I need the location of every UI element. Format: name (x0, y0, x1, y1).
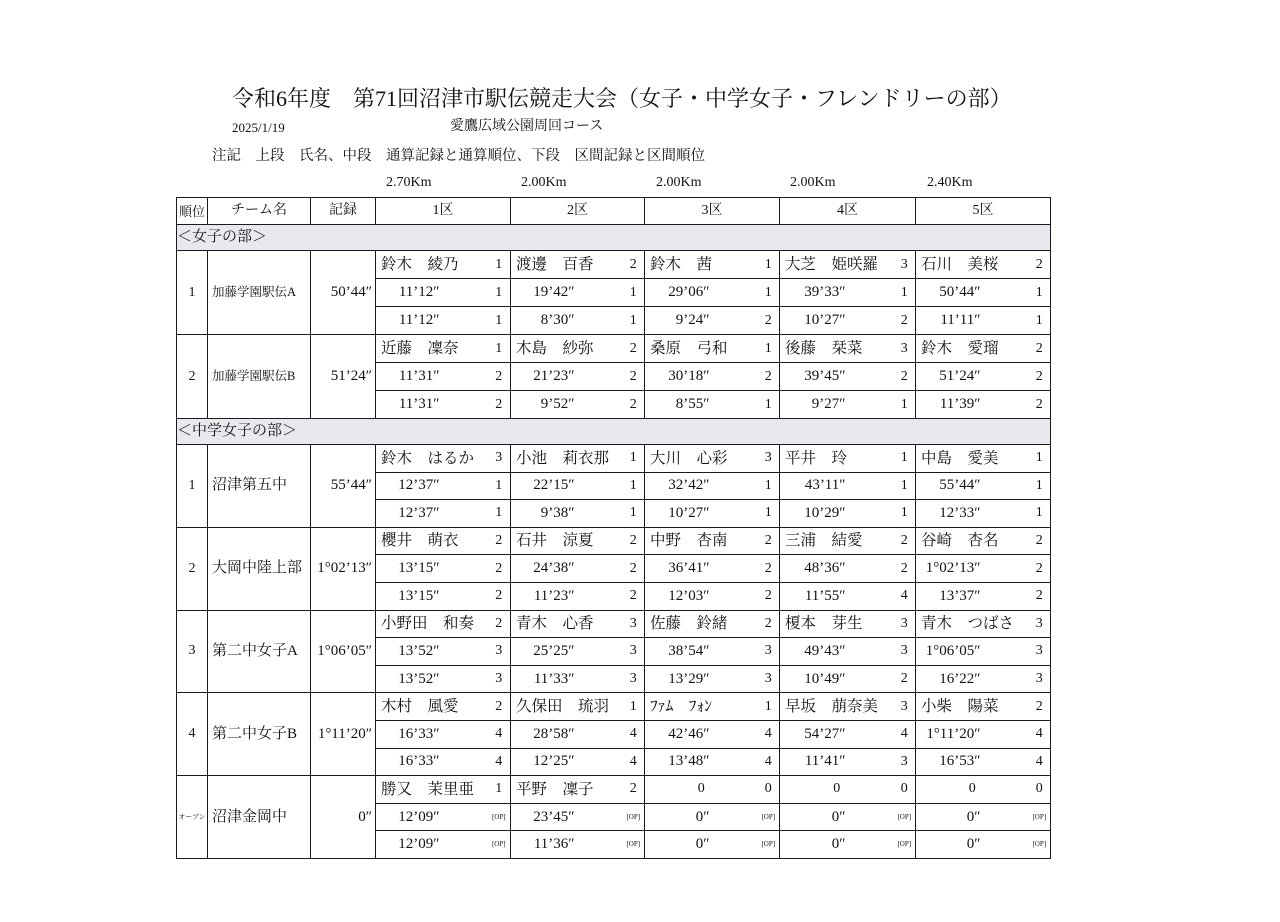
leg-3-cumulative-time: 29’06″ (645, 279, 758, 307)
leg-3-cumulative-rank: 1 (758, 279, 780, 307)
team-record: 51’24″ (311, 335, 376, 419)
leg-1-cumulative-time: 16’33″ (376, 720, 488, 748)
leg-1-runner-grade: 1 (488, 251, 511, 279)
leg-5-cumulative-time: 1°02’13″ (916, 555, 1029, 583)
leg-1-cumulative-rank: 1 (488, 279, 511, 307)
leg-4-split-time: 11’41″ (780, 748, 894, 776)
team-name: 第二中女子B (208, 693, 311, 776)
leg-4-split-time: 10’27″ (780, 307, 894, 335)
results-table (176, 197, 1051, 859)
leg-1-split-time: 12’09″ (376, 831, 488, 859)
leg-3-runner-grade: 1 (758, 251, 780, 279)
leg-5-runner-grade: 2 (1029, 251, 1051, 279)
leg-4-split-time: 10’29″ (780, 500, 894, 528)
leg-4-cumulative-time: 0″ (780, 803, 894, 831)
leg-5-split-time: 12’33″ (916, 500, 1029, 528)
leg-2-runner-name: 平野 凜子 (511, 776, 623, 804)
leg-4-split-rank: 2 (894, 307, 916, 335)
leg-2-cumulative-rank: 4 (623, 720, 645, 748)
leg-4-cumulative-time: 43’11″ (780, 472, 894, 500)
leg-5-split-rank: 3 (1029, 665, 1051, 693)
leg-1-cumulative-rank: 2 (488, 555, 511, 583)
leg-5-runner-grade: 3 (1029, 610, 1051, 638)
leg-1-cumulative-time: 11’12″ (376, 279, 488, 307)
leg-1-distance: 2.70Km (386, 175, 432, 190)
team-name: 加藤学園駅伝A (208, 251, 311, 335)
leg-1-split-rank: 1 (488, 500, 511, 528)
leg-1-split-rank: [OP] (488, 831, 511, 859)
section-title: ＜女子の部＞ (177, 225, 1051, 251)
leg-3-cumulative-time: 0″ (645, 803, 758, 831)
leg-2-cumulative-time: 19’42″ (511, 279, 623, 307)
leg-4-cumulative-time: 39’45″ (780, 363, 894, 391)
leg-3-split-rank: 2 (758, 582, 780, 610)
leg-4-runner-grade: 2 (894, 527, 916, 555)
header-leg-4: 4区 (780, 198, 916, 225)
document-title: 令和6年度 第71回沼津市駅伝競走大会（女子・中学女子・フレンドリーの部） (232, 86, 1012, 111)
section-header-row (177, 419, 1051, 445)
leg-2-runner-grade: 1 (623, 693, 645, 721)
leg-4-cumulative-rank: [OP] (894, 803, 916, 831)
leg-2-split-rank: 4 (623, 748, 645, 776)
leg-4-split-time: 11’55″ (780, 582, 894, 610)
leg-2-runner-name: 石井 涼夏 (511, 527, 623, 555)
leg-1-cumulative-time: 12’09″ (376, 803, 488, 831)
section-title: ＜中学女子の部＞ (177, 419, 1051, 445)
leg-3-split-time: 13’29″ (645, 665, 758, 693)
section-header-row (177, 225, 1051, 251)
leg-5-split-time: 13’37″ (916, 582, 1029, 610)
leg-1-cumulative-rank: 1 (488, 472, 511, 500)
leg-5-cumulative-time: 55’44″ (916, 472, 1029, 500)
leg-4-cumulative-rank: 2 (894, 555, 916, 583)
leg-5-split-rank: 2 (1029, 582, 1051, 610)
leg-5-split-rank: [OP] (1029, 831, 1051, 859)
leg-1-cumulative-time: 11’31″ (376, 363, 488, 391)
leg-4-runner-grade: 3 (894, 335, 916, 363)
leg-4-runner-grade: 0 (894, 776, 916, 804)
leg-5-runner-name: 小柴 陽菜 (916, 693, 1029, 721)
team-rank: オープン (177, 776, 208, 859)
leg-3-runner-grade: 1 (758, 693, 780, 721)
leg-5-cumulative-time: 50’44″ (916, 279, 1029, 307)
leg-5-runner-name: 谷崎 杏名 (916, 527, 1029, 555)
leg-4-runner-name: 平井 玲 (780, 445, 894, 473)
leg-2-runner-name: 久保田 琉羽 (511, 693, 623, 721)
leg-2-runner-name: 青木 心香 (511, 610, 623, 638)
runner-row (177, 445, 1051, 473)
leg-2-cumulative-rank: 2 (623, 555, 645, 583)
team-record: 1°11’20″ (311, 693, 376, 776)
leg-3-runner-name: 佐藤 鈴緒 (645, 610, 758, 638)
leg-1-split-time: 11’12″ (376, 307, 488, 335)
course-name: 愛鷹広域公園周回コース (450, 119, 604, 134)
team-rank: 2 (177, 527, 208, 610)
leg-3-distance: 2.00Km (656, 175, 702, 190)
header-rank: 順位 (177, 198, 208, 225)
leg-3-split-time: 10’27″ (645, 500, 758, 528)
team-record: 50’44″ (311, 251, 376, 335)
leg-1-runner-grade: 1 (488, 335, 511, 363)
leg-1-cumulative-rank: 2 (488, 363, 511, 391)
team-record: 1°02’13″ (311, 527, 376, 610)
leg-2-runner-name: 小池 莉衣那 (511, 445, 623, 473)
leg-1-split-time: 16’33″ (376, 748, 488, 776)
leg-4-cumulative-rank: 3 (894, 638, 916, 666)
leg-5-cumulative-time: 1°06’05″ (916, 638, 1029, 666)
section-2 (177, 419, 1051, 859)
leg-4-cumulative-rank: 2 (894, 363, 916, 391)
team-record: 1°06’05″ (311, 610, 376, 693)
leg-5-cumulative-rank: 2 (1029, 363, 1051, 391)
leg-3-runner-name: 0 (645, 776, 758, 804)
leg-5-cumulative-rank: 4 (1029, 720, 1051, 748)
header-record: 記録 (311, 198, 376, 225)
leg-3-cumulative-rank: 2 (758, 363, 780, 391)
leg-5-cumulative-time: 0″ (916, 803, 1029, 831)
section-1 (177, 225, 1051, 419)
team-name: 沼津金岡中 (208, 776, 311, 859)
leg-4-cumulative-time: 54’27″ (780, 720, 894, 748)
leg-2-runner-grade: 2 (623, 527, 645, 555)
leg-1-runner-grade: 3 (488, 445, 511, 473)
leg-3-split-time: 9’24″ (645, 307, 758, 335)
leg-3-runner-grade: 0 (758, 776, 780, 804)
leg-5-runner-name: 0 (916, 776, 1029, 804)
leg-1-cumulative-rank: [OP] (488, 803, 511, 831)
leg-4-split-rank: [OP] (894, 831, 916, 859)
leg-4-cumulative-rank: 1 (894, 279, 916, 307)
leg-2-cumulative-time: 28’58″ (511, 720, 623, 748)
leg-1-cumulative-time: 13’52″ (376, 638, 488, 666)
leg-3-runner-name: 大川 心彩 (645, 445, 758, 473)
leg-5-cumulative-rank: 3 (1029, 638, 1051, 666)
team-rank: 3 (177, 610, 208, 693)
leg-4-runner-name: 大芝 姫咲羅 (780, 251, 894, 279)
header-leg-5: 5区 (916, 198, 1051, 225)
leg-5-split-rank: 1 (1029, 500, 1051, 528)
leg-2-split-rank: 2 (623, 391, 645, 419)
leg-2-runner-name: 渡邊 百香 (511, 251, 623, 279)
leg-4-runner-name: 後藤 栞菜 (780, 335, 894, 363)
leg-1-runner-name: 鈴木 綾乃 (376, 251, 488, 279)
leg-4-split-rank: 4 (894, 582, 916, 610)
leg-3-cumulative-time: 36’41″ (645, 555, 758, 583)
leg-3-runner-grade: 2 (758, 610, 780, 638)
leg-2-cumulative-rank: 3 (623, 638, 645, 666)
leg-2-runner-name: 木島 紗弥 (511, 335, 623, 363)
leg-3-split-rank: 4 (758, 748, 780, 776)
leg-2-runner-grade: 1 (623, 445, 645, 473)
leg-1-cumulative-rank: 4 (488, 720, 511, 748)
leg-4-runner-name: 三浦 結愛 (780, 527, 894, 555)
leg-4-runner-grade: 3 (894, 693, 916, 721)
leg-5-split-rank: 2 (1029, 391, 1051, 419)
leg-3-split-time: 13’48″ (645, 748, 758, 776)
leg-5-split-rank: 1 (1029, 307, 1051, 335)
leg-4-cumulative-time: 49’43″ (780, 638, 894, 666)
leg-5-cumulative-rank: 1 (1029, 279, 1051, 307)
leg-4-split-rank: 2 (894, 665, 916, 693)
leg-1-runner-grade: 2 (488, 610, 511, 638)
runner-row (177, 610, 1051, 638)
leg-3-cumulative-time: 38’54″ (645, 638, 758, 666)
leg-2-split-time: 9’52″ (511, 391, 623, 419)
leg-4-runner-grade: 3 (894, 251, 916, 279)
leg-2-runner-grade: 2 (623, 335, 645, 363)
leg-4-runner-grade: 1 (894, 445, 916, 473)
runner-row (177, 251, 1051, 279)
leg-2-split-rank: [OP] (623, 831, 645, 859)
team-rank: 1 (177, 251, 208, 335)
leg-2-cumulative-time: 24’38″ (511, 555, 623, 583)
leg-4-split-time: 0″ (780, 831, 894, 859)
leg-4-split-rank: 3 (894, 748, 916, 776)
leg-2-cumulative-time: 22’15″ (511, 472, 623, 500)
leg-5-split-time: 16’53″ (916, 748, 1029, 776)
leg-4-runner-name: 早坂 萠奈美 (780, 693, 894, 721)
leg-3-runner-grade: 1 (758, 335, 780, 363)
leg-5-split-time: 11’11″ (916, 307, 1029, 335)
leg-5-runner-name: 青木 つばさ (916, 610, 1029, 638)
leg-2-split-rank: 2 (623, 582, 645, 610)
leg-2-split-rank: 1 (623, 307, 645, 335)
leg-5-runner-grade: 0 (1029, 776, 1051, 804)
leg-1-split-rank: 2 (488, 391, 511, 419)
leg-1-split-rank: 3 (488, 665, 511, 693)
team-name: 沼津第五中 (208, 445, 311, 528)
leg-2-split-rank: 3 (623, 665, 645, 693)
runner-row (177, 693, 1051, 721)
leg-1-cumulative-time: 12’37″ (376, 472, 488, 500)
header-leg-3: 3区 (645, 198, 780, 225)
leg-3-runner-name: ﾌｧﾑ ﾌｫﾝ (645, 693, 758, 721)
runner-row (177, 776, 1051, 804)
leg-2-cumulative-rank: [OP] (623, 803, 645, 831)
leg-5-runner-grade: 1 (1029, 445, 1051, 473)
leg-3-split-time: 8’55″ (645, 391, 758, 419)
leg-5-split-time: 0″ (916, 831, 1029, 859)
leg-1-runner-name: 近藤 凜奈 (376, 335, 488, 363)
team-record: 0″ (311, 776, 376, 859)
leg-4-runner-grade: 3 (894, 610, 916, 638)
leg-4-cumulative-rank: 4 (894, 720, 916, 748)
leg-1-runner-name: 勝又 茉里亜 (376, 776, 488, 804)
header-team: チーム名 (208, 198, 311, 225)
leg-3-split-rank: 1 (758, 391, 780, 419)
leg-3-split-rank: 2 (758, 307, 780, 335)
leg-5-distance: 2.40Km (927, 175, 973, 190)
leg-5-runner-grade: 2 (1029, 527, 1051, 555)
leg-3-runner-name: 鈴木 茜 (645, 251, 758, 279)
leg-2-split-time: 11’23″ (511, 582, 623, 610)
leg-3-cumulative-time: 42’46″ (645, 720, 758, 748)
leg-1-split-rank: 1 (488, 307, 511, 335)
leg-4-distance: 2.00Km (790, 175, 836, 190)
leg-2-split-time: 11’33″ (511, 665, 623, 693)
leg-3-runner-grade: 3 (758, 445, 780, 473)
leg-2-cumulative-rank: 1 (623, 472, 645, 500)
leg-4-runner-name: 榎本 芽生 (780, 610, 894, 638)
leg-2-split-time: 12’25″ (511, 748, 623, 776)
runner-row (177, 335, 1051, 363)
leg-5-runner-name: 石川 美桜 (916, 251, 1029, 279)
legend-note: 注記 上段 氏名、中段 通算記録と通算順位、下段 区間記録と区間順位 (212, 148, 705, 164)
leg-1-runner-name: 木村 風愛 (376, 693, 488, 721)
team-rank: 4 (177, 693, 208, 776)
event-date: 2025/1/19 (232, 120, 285, 135)
leg-2-cumulative-rank: 2 (623, 363, 645, 391)
leg-1-split-rank: 2 (488, 582, 511, 610)
leg-1-runner-grade: 2 (488, 693, 511, 721)
header-leg-1: 1区 (376, 198, 511, 225)
leg-1-runner-name: 櫻井 萌衣 (376, 527, 488, 555)
leg-5-split-time: 11’39″ (916, 391, 1029, 419)
leg-3-cumulative-time: 30’18″ (645, 363, 758, 391)
leg-1-split-time: 12’37″ (376, 500, 488, 528)
team-name: 第二中女子A (208, 610, 311, 693)
team-rank: 1 (177, 445, 208, 528)
leg-5-runner-grade: 2 (1029, 335, 1051, 363)
leg-4-cumulative-rank: 1 (894, 472, 916, 500)
leg-4-cumulative-time: 39’33″ (780, 279, 894, 307)
leg-3-cumulative-rank: 1 (758, 472, 780, 500)
leg-5-runner-name: 中島 愛美 (916, 445, 1029, 473)
leg-3-cumulative-rank: 4 (758, 720, 780, 748)
leg-1-runner-grade: 1 (488, 776, 511, 804)
leg-2-cumulative-time: 25’25″ (511, 638, 623, 666)
leg-3-split-rank: 1 (758, 500, 780, 528)
leg-1-runner-name: 小野田 和奏 (376, 610, 488, 638)
leg-4-split-time: 9’27″ (780, 391, 894, 419)
leg-5-runner-name: 鈴木 愛瑠 (916, 335, 1029, 363)
team-name: 大岡中陸上部 (208, 527, 311, 610)
leg-1-cumulative-time: 13’15″ (376, 555, 488, 583)
leg-5-cumulative-time: 1°11’20″ (916, 720, 1029, 748)
leg-5-cumulative-rank: 2 (1029, 555, 1051, 583)
leg-4-cumulative-time: 48’36″ (780, 555, 894, 583)
leg-1-runner-grade: 2 (488, 527, 511, 555)
leg-5-cumulative-time: 51’24″ (916, 363, 1029, 391)
leg-2-distance: 2.00Km (521, 175, 567, 190)
leg-3-split-time: 12’03″ (645, 582, 758, 610)
leg-5-runner-grade: 2 (1029, 693, 1051, 721)
leg-3-cumulative-rank: 3 (758, 638, 780, 666)
leg-2-split-time: 11’36″ (511, 831, 623, 859)
leg-2-split-time: 9’38″ (511, 500, 623, 528)
leg-2-cumulative-time: 23’45″ (511, 803, 623, 831)
leg-3-split-time: 0″ (645, 831, 758, 859)
leg-2-cumulative-time: 21’23″ (511, 363, 623, 391)
leg-5-split-rank: 4 (1029, 748, 1051, 776)
leg-4-runner-name: 0 (780, 776, 894, 804)
leg-3-split-rank: 3 (758, 665, 780, 693)
leg-5-split-time: 16’22″ (916, 665, 1029, 693)
leg-3-runner-name: 中野 杏南 (645, 527, 758, 555)
header-row (177, 198, 1051, 225)
leg-2-split-rank: 1 (623, 500, 645, 528)
leg-2-cumulative-rank: 1 (623, 279, 645, 307)
leg-2-runner-grade: 3 (623, 610, 645, 638)
leg-1-split-time: 13’52″ (376, 665, 488, 693)
leg-2-runner-grade: 2 (623, 776, 645, 804)
leg-1-runner-name: 鈴木 はるか (376, 445, 488, 473)
leg-1-split-time: 11’31″ (376, 391, 488, 419)
leg-1-cumulative-rank: 3 (488, 638, 511, 666)
team-name: 加藤学園駅伝B (208, 335, 311, 419)
leg-4-split-time: 10’49″ (780, 665, 894, 693)
leg-3-cumulative-rank: 2 (758, 555, 780, 583)
header-leg-2: 2区 (511, 198, 645, 225)
team-record: 55’44″ (311, 445, 376, 528)
leg-2-runner-grade: 2 (623, 251, 645, 279)
leg-3-cumulative-rank: [OP] (758, 803, 780, 831)
leg-3-runner-name: 桑原 弓和 (645, 335, 758, 363)
leg-5-cumulative-rank: 1 (1029, 472, 1051, 500)
runner-row (177, 527, 1051, 555)
leg-3-cumulative-time: 32’42″ (645, 472, 758, 500)
leg-3-split-rank: [OP] (758, 831, 780, 859)
leg-2-split-time: 8’30″ (511, 307, 623, 335)
team-rank: 2 (177, 335, 208, 419)
leg-5-cumulative-rank: [OP] (1029, 803, 1051, 831)
leg-3-runner-grade: 2 (758, 527, 780, 555)
leg-4-split-rank: 1 (894, 500, 916, 528)
leg-4-split-rank: 1 (894, 391, 916, 419)
leg-1-split-rank: 4 (488, 748, 511, 776)
leg-1-split-time: 13’15″ (376, 582, 488, 610)
